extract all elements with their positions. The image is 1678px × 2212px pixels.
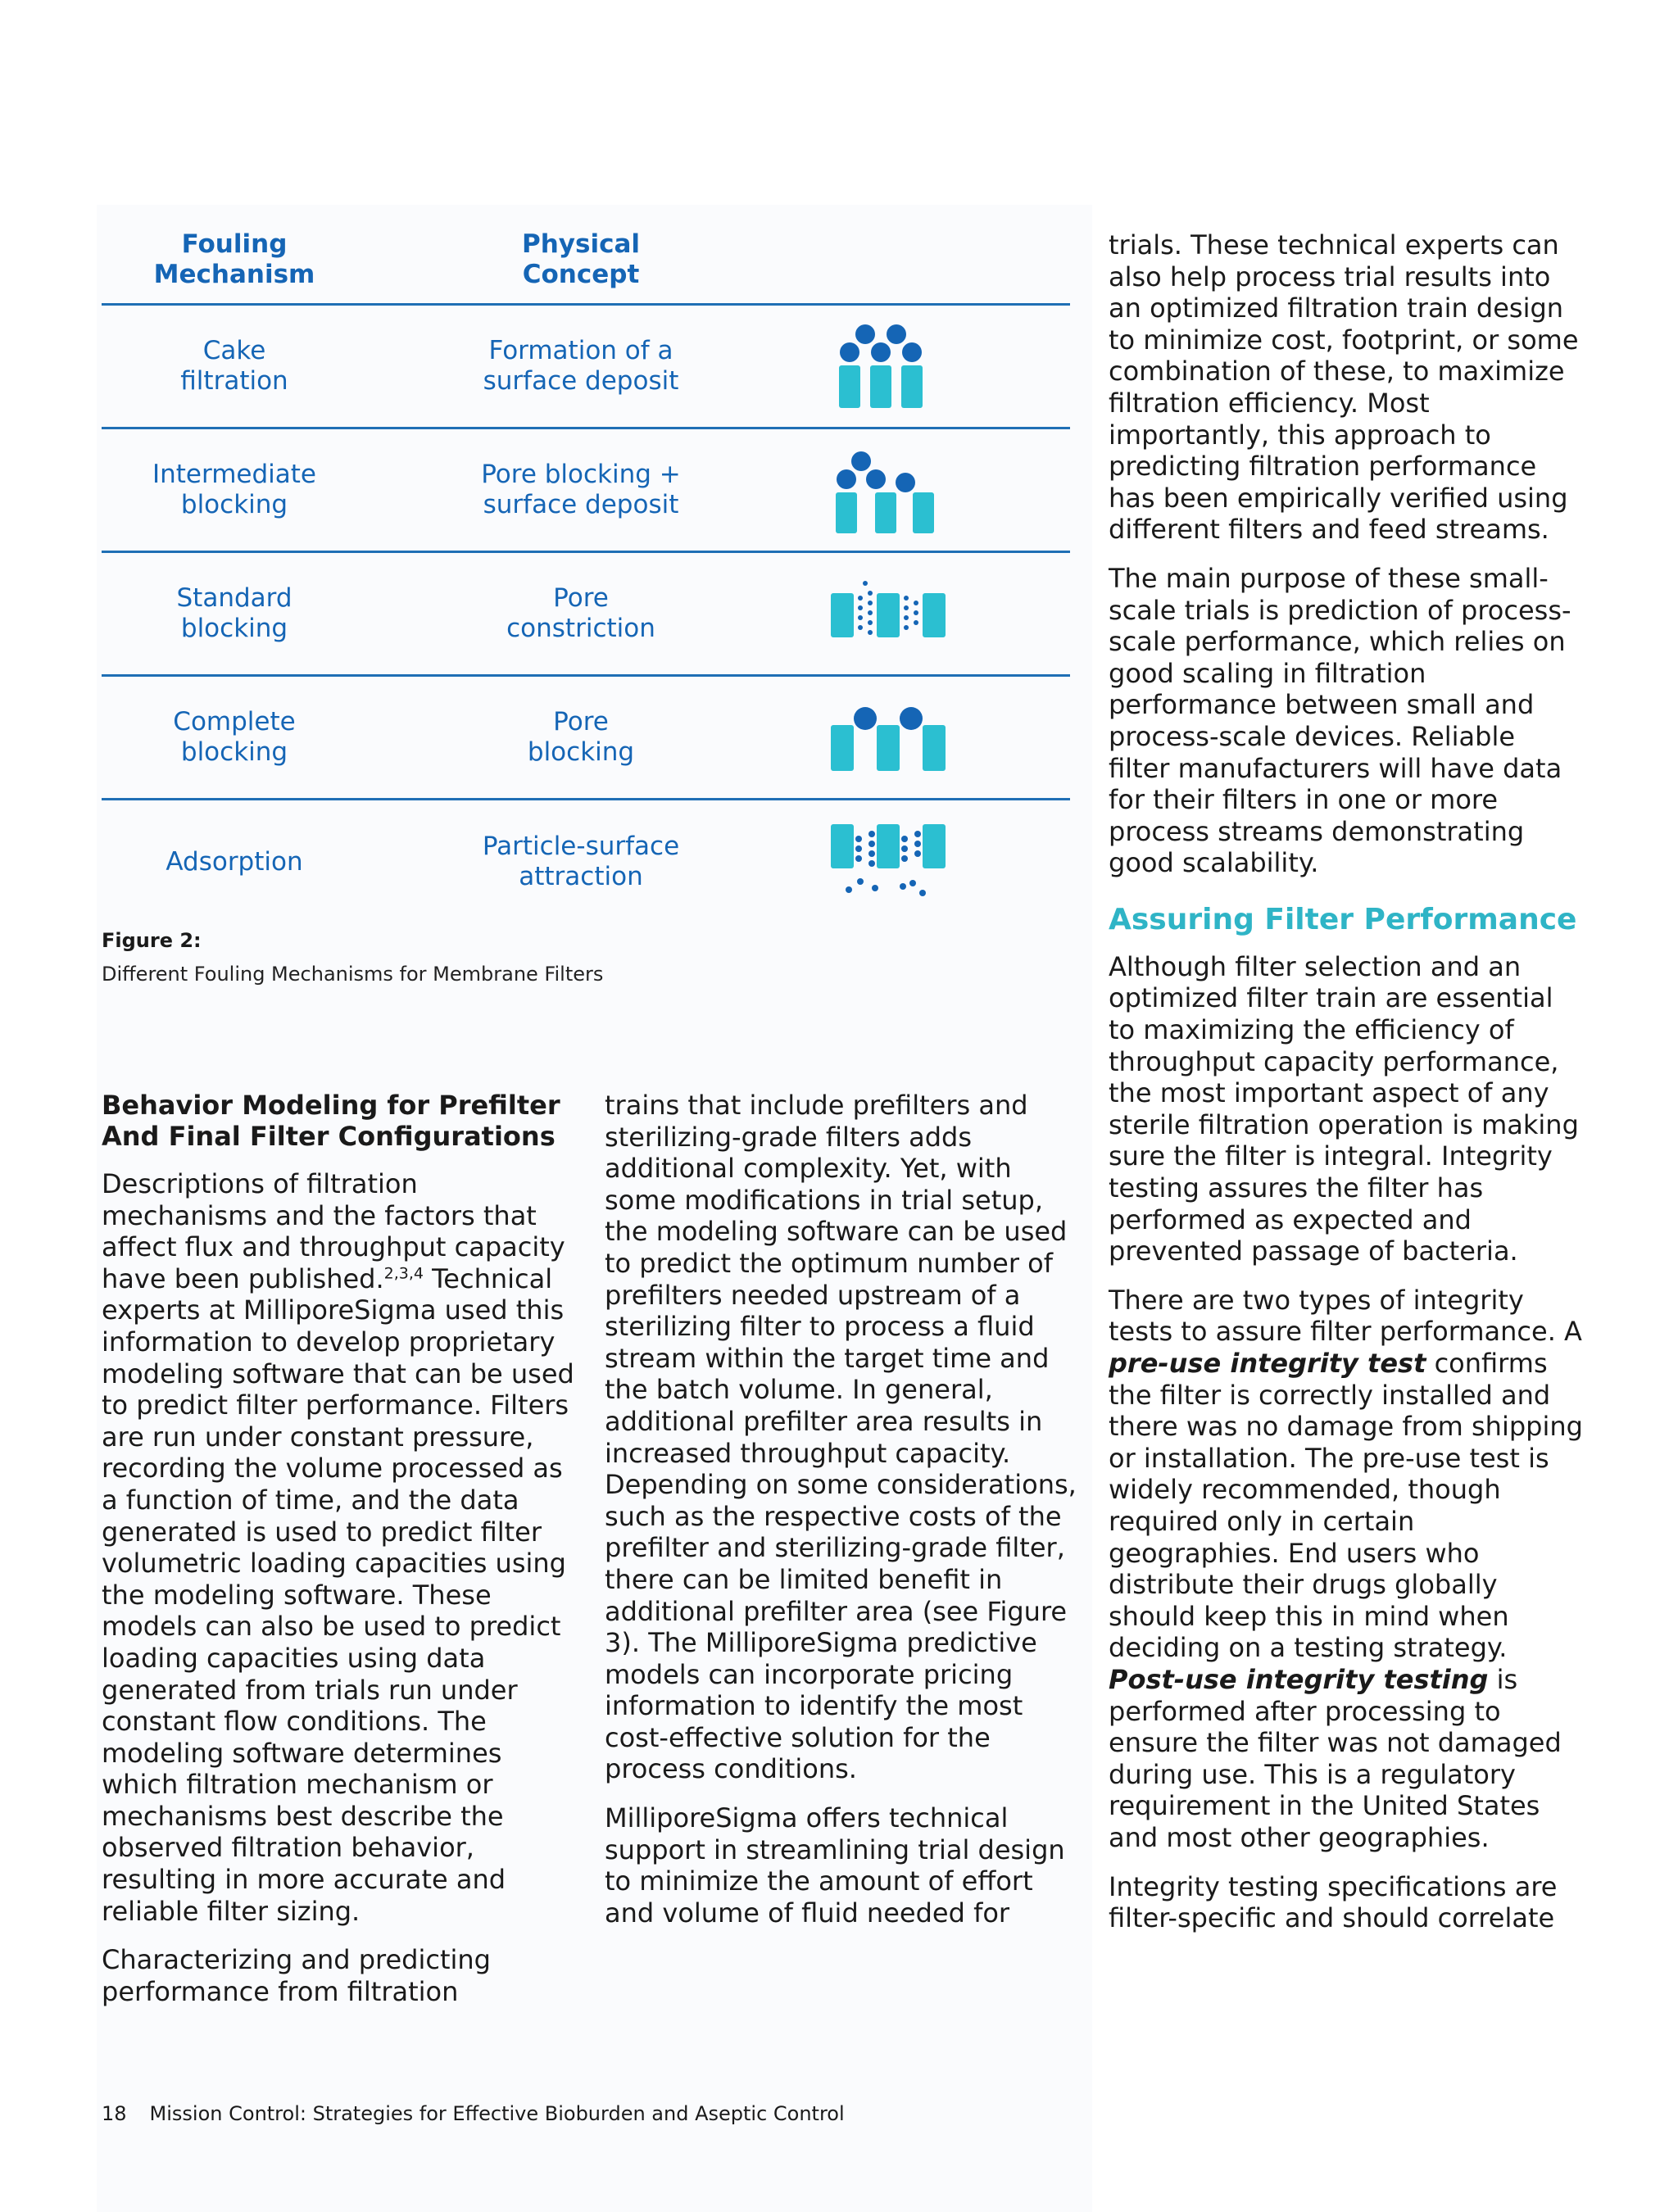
paragraph: trains that include prefilters and sterilizing-grade filters adds additional complexity. Yet, with some modifications in trial setup, the modeling software can be used to predict the optimum number of prefilters needed upstream of a sterilizing filter to process a fluid stream within the target time and the batch volume. In general, additional prefilter area results in increased throughput capacity. Depending on some considerations, such as the respective costs of the prefilter and sterilizing-grade filter, there can be limited benefit in additional prefilter area (see Figure 3). The MilliporeSigma predictive models can incorporate pricing information to identify the most cost-effective solution for the process conditions. [605, 1090, 1077, 1785]
concept-cell: Formation of a surface deposit [483, 336, 679, 396]
table-row [102, 429, 1070, 553]
concept-cell: Pore constriction [506, 583, 655, 643]
paragraph: The main purpose of these small-scale trials is prediction of process-scale performance, which relies on good scaling in filtration performance between small and process-scale devices. Reliable filter manufacturers will have data for their filters in one or more process streams demonstrating good scalability. [1109, 562, 1571, 879]
concept-cell: Pore blocking [527, 707, 635, 767]
concept-cell: Particle-surface attraction [482, 832, 680, 891]
column-2 [605, 1090, 1080, 1946]
header-physical-concept: Physical Concept [522, 229, 640, 289]
table-row [102, 553, 1070, 677]
mechanism-cell: Standard blocking [176, 583, 293, 643]
publication-title: Mission Control: Strategies for Effective Bioburden and Aseptic Control [149, 2102, 845, 2125]
complete-blocking-icon [828, 700, 950, 774]
paragraph: trials. These technical experts can also help process trial results into an optimized filtration train design to minimize cost, footprint, or some combination of these, to maximize filtration efficiency. Most importantly, this approach to predicting filtration performance has been empirically verified using different filters and feed streams. [1109, 229, 1579, 546]
paragraph: There are two types of integrity tests to assure filter performance. A pre-use integrity test confirms the filter is correctly installed and there was no damage from shipping or installation. The pre-use test is widely recommended, though required only in certain geographies. End users who distribute their drugs globally should keep this in mind when deciding on a testing strategy. Post-use integrity testing is performed after processing to ensure the filter was not damaged during use. This is a regulatory requirement in the United States and most other geographies. [1109, 1284, 1583, 1853]
intermediate-blocking-icon [828, 445, 934, 535]
page-number: 18 [102, 2102, 127, 2125]
post-use-term: Post-use integrity testing [1109, 1663, 1489, 1695]
table-header [102, 229, 1070, 306]
table-row [102, 677, 1070, 800]
fouling-mechanism-table [102, 229, 1070, 923]
paragraph: MilliporeSigma offers technical support in streamlining trial design to minimize the amount of effort and volume of fluid needed for [605, 1802, 1065, 1929]
figure-label: Figure 2: [102, 929, 202, 952]
section-heading-assuring-filter-performance: Assuring Filter Performance [1109, 902, 1577, 936]
mechanism-cell: Complete blocking [173, 707, 296, 767]
table-row [102, 306, 1070, 429]
section-heading-behavior-modeling: Behavior Modeling for Prefilter And Final Filter Configurations [102, 1090, 560, 1152]
mechanism-cell: Adsorption [166, 846, 303, 877]
concept-cell: Pore blocking + surface deposit [481, 460, 681, 519]
adsorption-icon [828, 821, 950, 903]
column-3 [1109, 229, 1584, 1951]
paragraph: Characterizing and predicting performance from filtration [102, 1944, 491, 2007]
mechanism-cell: Intermediate blocking [152, 460, 316, 519]
cake-filtration-icon [828, 321, 934, 411]
column-1 [102, 1090, 577, 2024]
pre-use-term: pre-use integrity test [1109, 1348, 1426, 1379]
header-fouling-mechanism: Fouling Mechanism [153, 229, 315, 289]
figure-caption: Different Fouling Mechanisms for Membrane Filters [102, 963, 604, 986]
citation-superscript: 2,3,4 [383, 1264, 424, 1283]
paragraph: Descriptions of filtration mechanisms and the factors that affect flux and throughput capacity have been published.$^{2,3,4}$ Technical experts at MilliporeSigma used this information to develop proprietary modeling software that can be used to predict filter performance. Filters are run under constant pressure, recording the volume processed as a function of time, and the data generated is used to predict filter volumetric loading capacities using the modeling software. These models can also be used to predict loading capacities using data generated from trials run under constant flow conditions. The modeling software determines which filtration mechanism or mechanisms best describe the observed filtration behavior, resulting in more accurate and reliable filter sizing. [102, 1168, 574, 1927]
paragraph: Integrity testing specifications are filter-specific and should correlate [1109, 1870, 1558, 1934]
standard-blocking-icon [828, 577, 950, 650]
table-row [102, 800, 1070, 923]
mechanism-cell: Cake filtration [180, 336, 288, 396]
page-footer [102, 2102, 868, 2125]
paragraph: Although filter selection and an optimized filter train are essential to maximizing the efficiency of throughput capacity performance, the most important aspect of any sterile filtration operation is making sure the filter is integral. Integrity testing assures the filter has performed as expected and prevented passage of bacteria. [1109, 950, 1579, 1267]
